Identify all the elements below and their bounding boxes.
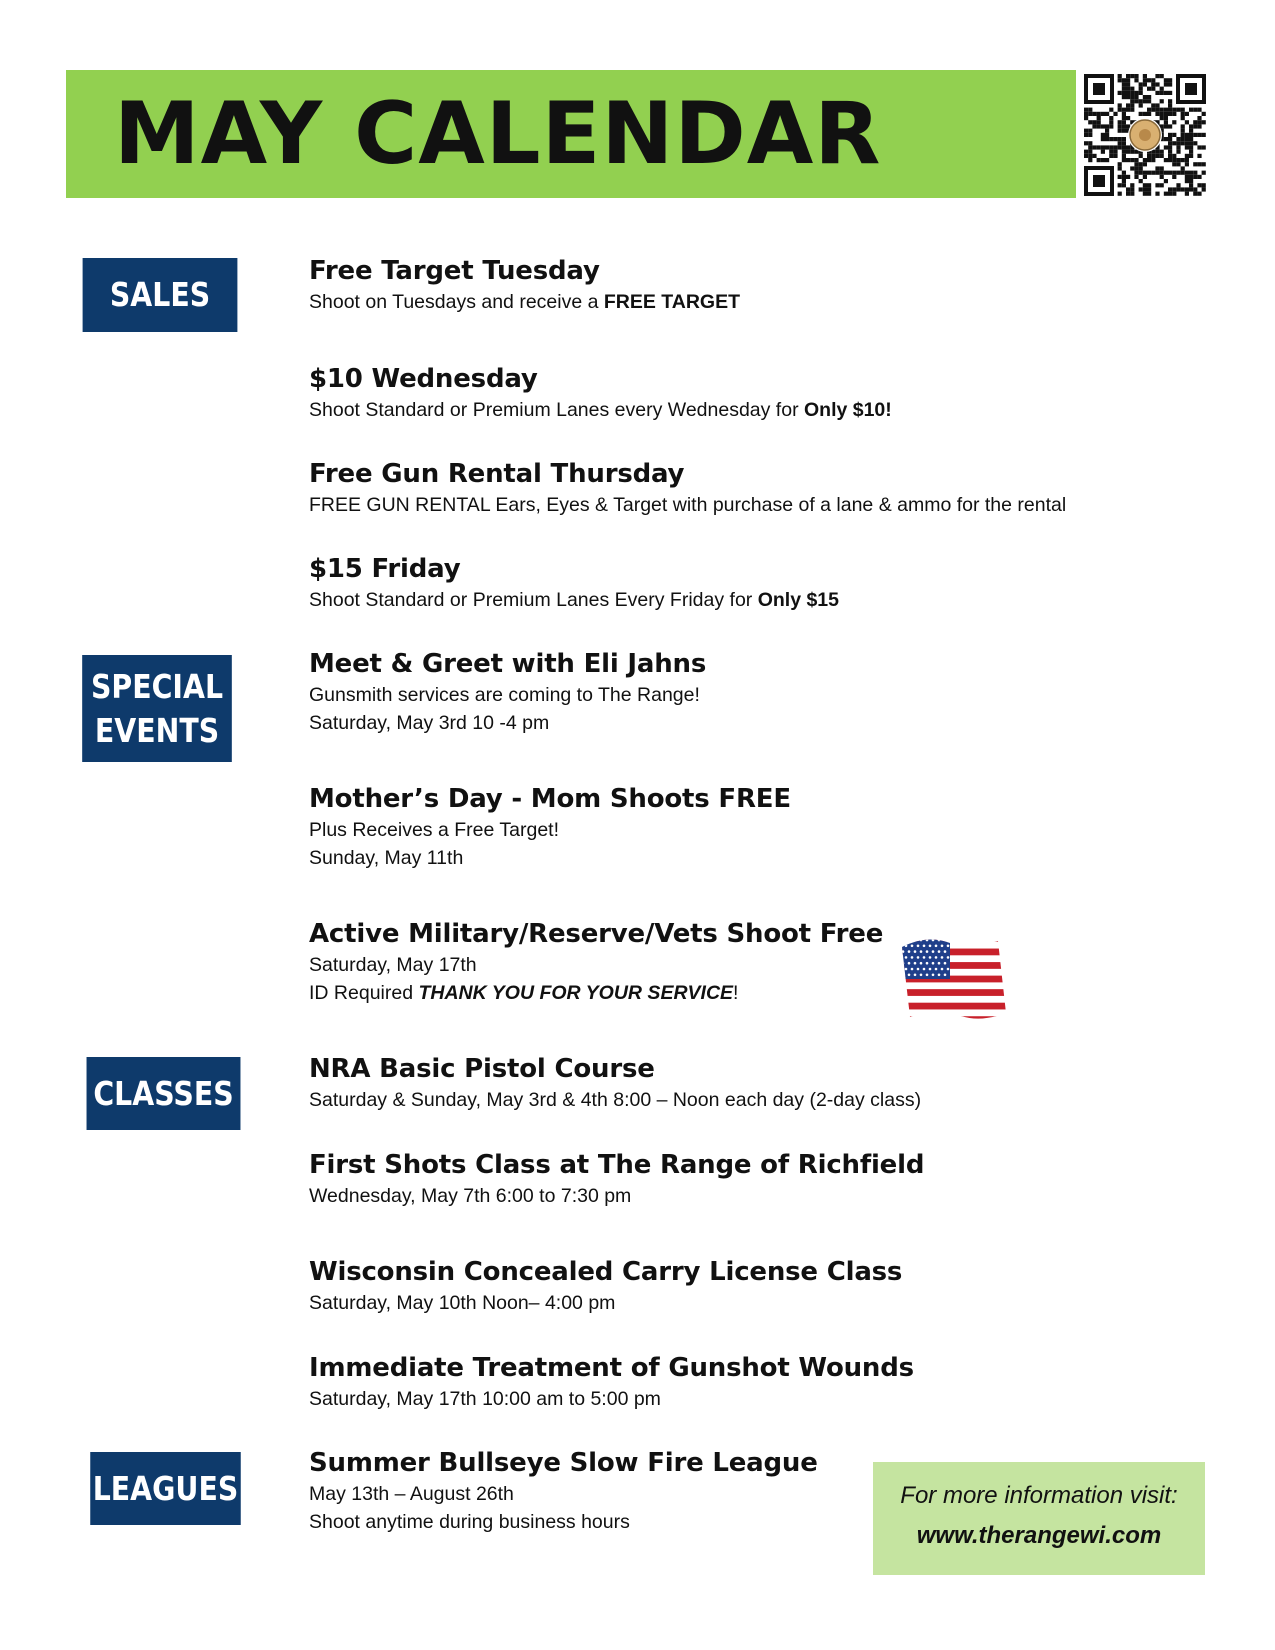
- event-description: Shoot anytime during business hours: [309, 1511, 630, 1533]
- event-description: Shoot Standard or Premium Lanes every Wednesday for Only $10!: [309, 399, 892, 421]
- event-date: Sunday, May 11th: [309, 847, 464, 869]
- event-gunshot-wounds: [309, 1351, 914, 1413]
- event-bullseye-league: [309, 1446, 818, 1536]
- event-title: Free Gun Rental Thursday: [309, 459, 685, 489]
- event-title: Immediate Treatment of Gunshot Wounds: [309, 1353, 914, 1383]
- event-description: FREE GUN RENTAL Ears, Eyes & Target with purchase of a lane & ammo for the rental: [309, 494, 1067, 516]
- event-date: May 13th – August 26th: [309, 1483, 514, 1505]
- category-special-label-2: EVENTS: [94, 710, 220, 750]
- event-title: Mother’s Day - Mom Shoots FREE: [309, 784, 791, 814]
- event-date: Saturday, May 17th 10:00 am to 5:00 pm: [309, 1388, 661, 1410]
- event-title: $15 Friday: [309, 554, 461, 584]
- event-military-shoot-free: [309, 917, 883, 1007]
- qr-code-icon[interactable]: [1082, 72, 1208, 198]
- event-fifteen-dollar-friday: [309, 552, 839, 614]
- event-description: Shoot on Tuesdays and receive a FREE TARGET: [309, 291, 741, 313]
- event-date: Saturday & Sunday, May 3rd & 4th 8:00 – Noon each day (2-day class): [309, 1089, 922, 1111]
- event-description: Gunsmith services are coming to The Range!: [309, 684, 700, 706]
- event-concealed-carry: [309, 1255, 902, 1317]
- category-sales: [83, 258, 238, 332]
- event-nra-pistol: [309, 1052, 921, 1114]
- us-flag-icon: [898, 935, 1010, 1023]
- event-title: Summer Bullseye Slow Fire League: [309, 1448, 818, 1478]
- event-date: Saturday, May 3rd 10 -4 pm: [309, 712, 550, 734]
- website-link[interactable]: www.therangewi.com: [916, 1522, 1162, 1549]
- event-date: Saturday, May 17th: [309, 954, 477, 976]
- event-first-shots: [309, 1148, 924, 1210]
- info-box: [873, 1462, 1205, 1575]
- event-title: First Shots Class at The Range of Richfield: [309, 1150, 925, 1180]
- category-classes-label: CLASSES: [93, 1073, 234, 1113]
- event-title: Wisconsin Concealed Carry License Class: [309, 1257, 903, 1287]
- event-ten-dollar-wednesday: [309, 362, 892, 424]
- category-sales-label: SALES: [109, 275, 211, 314]
- category-leagues: [90, 1452, 241, 1525]
- event-title: Active Military/Reserve/Vets Shoot Free: [309, 919, 884, 949]
- category-leagues-label: LEAGUES: [92, 1468, 239, 1508]
- category-special-label-1: SPECIAL: [90, 666, 224, 706]
- event-free-gun-rental-thursday: [309, 457, 1066, 519]
- header-banner: [66, 70, 1076, 198]
- category-special-events: [82, 655, 232, 762]
- event-date: Saturday, May 10th Noon– 4:00 pm: [309, 1292, 616, 1314]
- event-mothers-day: [309, 782, 791, 872]
- event-free-target-tuesday: [309, 254, 740, 316]
- event-date: Wednesday, May 7th 6:00 to 7:30 pm: [309, 1185, 632, 1207]
- event-title: NRA Basic Pistol Course: [309, 1054, 655, 1084]
- page-title: MAY CALENDAR: [114, 84, 882, 184]
- category-classes: [87, 1057, 241, 1130]
- event-meet-greet: [309, 647, 706, 737]
- event-title: Free Target Tuesday: [309, 256, 600, 286]
- event-description: Plus Receives a Free Target!: [309, 819, 560, 841]
- event-title: $10 Wednesday: [309, 364, 538, 394]
- event-description: Shoot Standard or Premium Lanes Every Friday for Only $15: [309, 589, 839, 611]
- event-description: ID Required THANK YOU FOR YOUR SERVICE!: [309, 982, 739, 1004]
- event-title: Meet & Greet with Eli Jahns: [309, 649, 707, 679]
- info-text: For more information visit:: [900, 1482, 1178, 1509]
